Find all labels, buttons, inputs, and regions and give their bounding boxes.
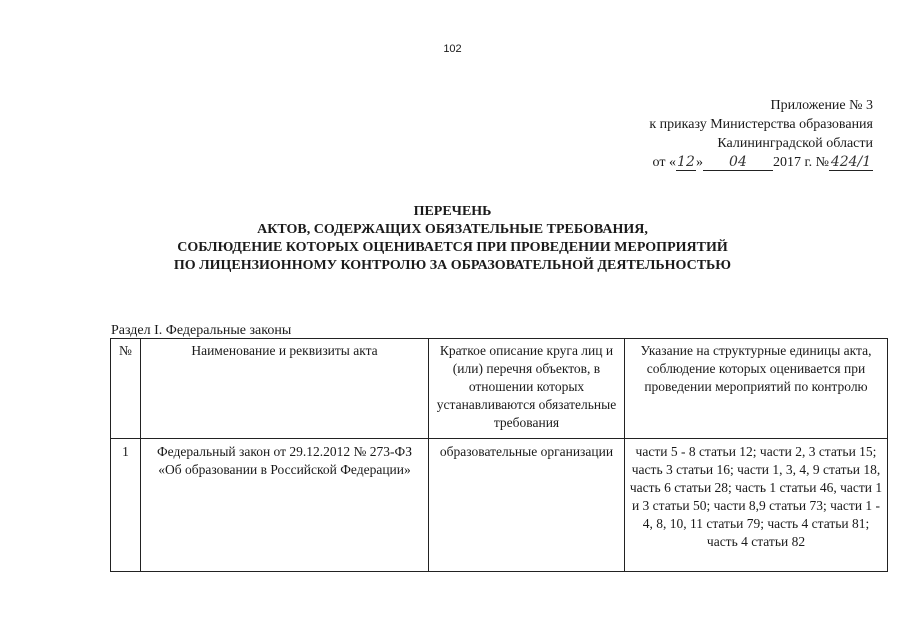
title-line-3: СОБЛЮДЕНИЕ КОТОРЫХ ОЦЕНИВАЕТСЯ ПРИ ПРОВЕДЕНИИ МЕРОПРИЯТИЙ <box>177 240 728 255</box>
page-number: 102 <box>443 43 462 55</box>
appendix-date-line <box>573 153 873 172</box>
cell-scope: образовательные организации <box>429 439 625 572</box>
date-mid: » <box>695 155 703 170</box>
cell-act: Федеральный закон от 29.12.2012 № 273-ФЗ «Об образовании в Российской Федерации» <box>141 439 429 572</box>
date-day-handwritten: 12 <box>677 154 695 170</box>
date-month-handwritten: 04 <box>703 155 773 171</box>
appendix-line-2: к приказу Министерства образования <box>649 117 873 132</box>
appendix-block <box>573 96 873 172</box>
header-number: № <box>111 339 141 439</box>
title-line-2: АКТОВ, СОДЕРЖАЩИХ ОБЯЗАТЕЛЬНЫЕ ТРЕБОВАНИЯ, <box>257 222 648 237</box>
document-title <box>0 203 905 275</box>
header-act: Наименование и реквизиты акта <box>141 339 429 439</box>
header-units: Указание на структурные единицы акта, соблюдение которых оценивается при проведении мероприятий по контролю <box>625 339 888 439</box>
appendix-line-3: Калининградской области <box>717 136 873 151</box>
title-line-1: ПЕРЕЧЕНЬ <box>413 204 492 219</box>
acts-table <box>110 338 888 572</box>
cell-number: 1 <box>111 439 141 572</box>
table-header-row <box>111 339 888 439</box>
date-year: 2017 г. № <box>772 155 829 170</box>
section-title: Раздел I. Федеральные законы <box>111 323 292 338</box>
title-line-4: ПО ЛИЦЕНЗИОННОМУ КОНТРОЛЮ ЗА ОБРАЗОВАТЕЛЬНОЙ ДЕЯТЕЛЬНОСТЬЮ <box>173 258 732 273</box>
appendix-line-1: Приложение № 3 <box>770 98 873 113</box>
header-scope: Краткое описание круга лиц и (или) перечня объектов, в отношении которых устанавливаются обязательные требования <box>429 339 625 439</box>
order-number-handwritten: 424/1 <box>830 154 872 170</box>
cell-units: части 5 - 8 статьи 12; части 2, 3 статьи 15; часть 3 статьи 16; части 1, 3, 4, 9 статьи 18, часть 6 статьи 28; часть 1 статьи 46, части 1 и 3 статьи 50; части 8,9 статьи 73; части 1 - 4, 8, 10, 11 статьи 79; часть 4 статьи 81; часть 4 статьи 82 <box>625 439 888 572</box>
date-prefix: от « <box>652 155 676 170</box>
table-row <box>111 439 888 572</box>
